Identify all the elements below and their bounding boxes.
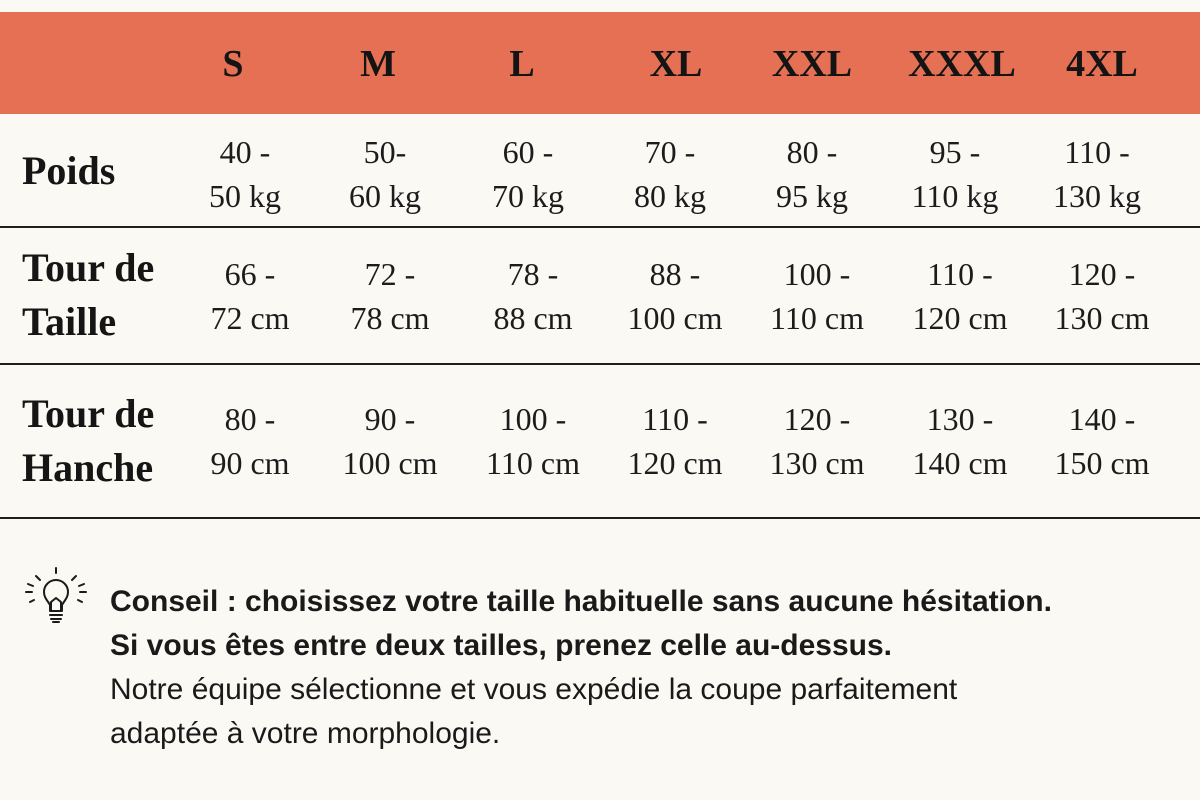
table-cell [737,130,887,218]
table-cell [600,397,750,485]
cell-line: 110 cm [770,300,864,336]
row-label-line: Tour de [22,391,155,436]
cell-line: 150 cm [1054,445,1150,481]
cell-line: 78 cm [350,300,430,336]
table-cell [315,397,465,485]
table-cell [310,130,460,218]
advice-bold-line: Si vous êtes entre deux tailles, prenez celle au-dessus. [110,629,892,662]
cell-line: 120 - [783,401,851,437]
table-cell [175,252,325,340]
cell-line: 110 - [642,401,708,437]
table-cell [1027,252,1177,340]
cell-line: 95 kg [776,178,848,214]
cell-line: 120 cm [627,445,723,481]
cell-line: 90 cm [210,445,290,481]
cell-line: 140 - [1068,401,1136,437]
table-cell [315,252,465,340]
table-cell [742,252,892,340]
cell-line: 110 - [927,256,993,292]
cell-line: 70 - [644,134,696,170]
row-label-line: Taille [22,299,117,344]
cell-line: 72 cm [210,300,290,336]
lightbulb-icon [20,562,92,634]
cell-line: 130 cm [1054,300,1150,336]
cell-line: 90 - [364,401,416,437]
cell-line: 88 cm [493,300,573,336]
cell-line: 80 - [224,401,276,437]
cell-line: 72 - [364,256,416,292]
cell-line: 130 - [926,401,994,437]
row-label-line: Hanche [22,445,154,490]
cell-line: 100 cm [627,300,723,336]
advice-normal-line: adaptée à votre morphologie. [110,717,501,750]
cell-line: 66 - [224,256,276,292]
size-header-4xl: 4XL [1066,43,1138,85]
cell-line: 130 cm [769,445,865,481]
cell-line: 78 - [507,256,559,292]
cell-line: 100 - [499,401,567,437]
size-header-xl: XL [649,43,703,85]
cell-line: 60 kg [349,178,421,214]
row-label-tour-de-taille [22,241,154,349]
table-row-poids [0,114,1200,228]
cell-line: 70 kg [492,178,564,214]
cell-line: 110 cm [486,445,580,481]
size-header-s: S [222,43,244,85]
size-header-l: L [509,43,535,85]
advice-normal-line: Notre équipe sélectionne et vous expédie la coupe parfaitement [110,673,958,706]
cell-line: 95 - [929,134,981,170]
table-cell [742,397,892,485]
table-cell [600,252,750,340]
table-cell [453,130,603,218]
table-cell [458,252,608,340]
cell-line: 130 kg [1053,178,1141,214]
table-row-tour-de-hanche [0,365,1200,519]
row-label-line: Tour de [22,245,155,290]
cell-line: 80 - [786,134,838,170]
cell-line: 110 - [1064,134,1130,170]
top-margin [0,0,1200,12]
table-row-tour-de-taille [0,228,1200,365]
cell-line: 100 cm [342,445,438,481]
size-header-xxxl: XXXL [908,43,1016,85]
cell-line: 100 - [783,256,851,292]
row-label-tour-de-hanche [22,387,154,495]
cell-line: 120 - [1068,256,1136,292]
cell-line: 60 - [502,134,554,170]
cell-line: 120 cm [912,300,1008,336]
cell-line: 50 kg [209,178,281,214]
table-cell [880,130,1030,218]
advice-bold-line: Conseil : choisissez votre taille habituelle sans aucune hésitation. [110,585,1052,618]
advice-text [110,580,1190,756]
table-cell [885,252,1035,340]
row-label-line: Poids [22,148,116,193]
size-header-row [0,12,1200,114]
table-cell [170,130,320,218]
table-cell [175,397,325,485]
row-label-poids [22,144,115,198]
table-cell [1022,130,1172,218]
cell-line: 50- [363,134,407,170]
cell-line: 40 - [219,134,271,170]
table-cell [1027,397,1177,485]
cell-line: 140 cm [912,445,1008,481]
table-cell [885,397,1035,485]
table-cell [458,397,608,485]
cell-line: 80 kg [634,178,706,214]
size-header-m: M [360,43,396,85]
cell-line: 88 - [649,256,701,292]
table-cell [595,130,745,218]
cell-line: 110 kg [911,178,999,214]
size-header-xxl: XXL [771,43,853,85]
